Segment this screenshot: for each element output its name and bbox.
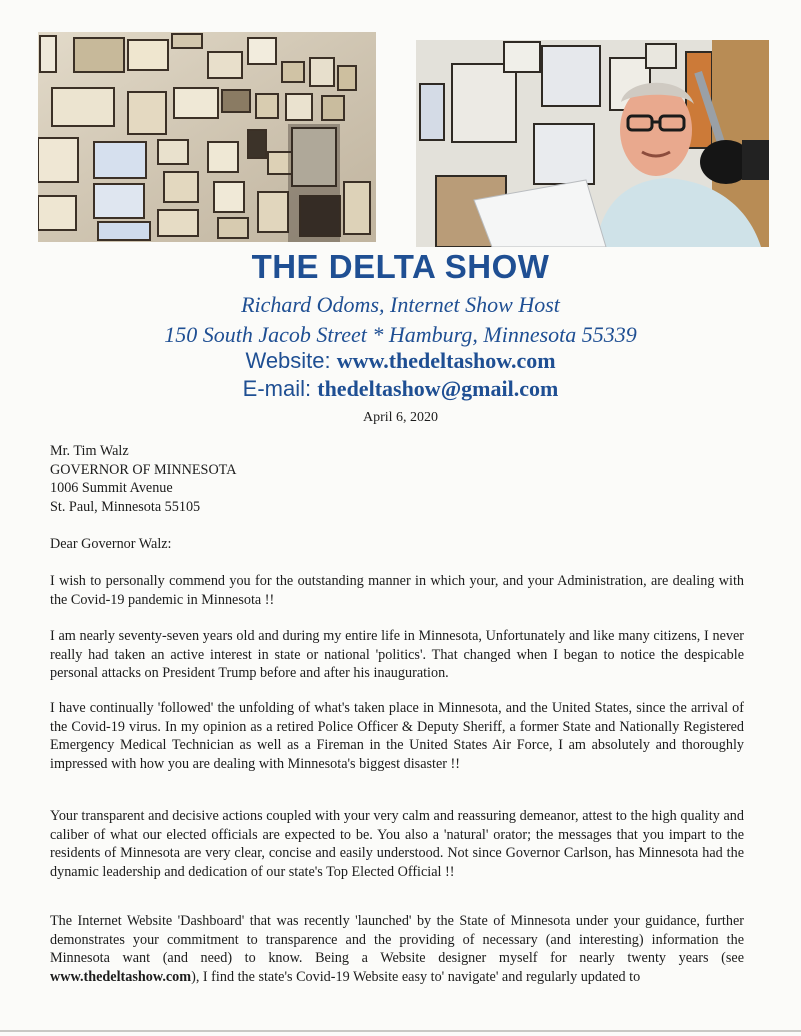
website-link[interactable]: www.thedeltashow.com bbox=[336, 348, 556, 373]
recipient-name: Mr. Tim Walz bbox=[50, 443, 129, 459]
paragraph-5-text-end: ), I find the state's Covid-19 Website easy to' navigate' and regularly updated to bbox=[191, 968, 641, 985]
body-paragraph-2: I am nearly seventy-seven years old and during my entire life in Minnesota, Unfortunately and like many citizens, I never really had taken an active interest in state or national 'politics'. That changed when I began to notice the despicable personal attacks on President Trump before and after his inauguration. bbox=[50, 628, 744, 681]
recipient-address bbox=[50, 442, 744, 516]
paragraph-5-website-link[interactable]: www.thedeltashow.com bbox=[50, 968, 192, 985]
body-paragraph-4: Your transparent and decisive actions coupled with your very calm and reassuring demeanor, attest to the high quality and caliber of what our elected officials are expected to be. You also a 'natural' orator; the messages that you impart to the residents of Minnesota are very clear, concise and easily understood. Not since Governor Carlson, has Minnesota had the dynamic leadership and dedication of our state's Top Elected Official !! bbox=[50, 808, 744, 880]
recipient-city: St. Paul, Minnesota 55105 bbox=[50, 498, 201, 515]
certificates-wall-photo bbox=[38, 32, 376, 242]
salutation: Dear Governor Walz: bbox=[50, 536, 172, 552]
email-link[interactable]: thedeltashow@gmail.com bbox=[317, 376, 559, 401]
page-bottom-edge bbox=[0, 1030, 801, 1032]
body-paragraph-5 bbox=[50, 912, 744, 986]
show-title: THE DELTA SHOW bbox=[251, 248, 550, 285]
letter-date: April 6, 2020 bbox=[362, 410, 439, 425]
recipient-street: 1006 Summit Avenue bbox=[50, 480, 173, 497]
email-label: E-mail: bbox=[242, 376, 312, 401]
body-paragraph-1: I wish to personally commend you for the outstanding manner in which your, and your Administration, are dealing with the Covid-19 pandemic in Minnesota !! bbox=[50, 573, 744, 608]
website-label: Website: bbox=[245, 348, 331, 373]
host-line: Richard Odoms, Internet Show Host bbox=[241, 292, 560, 317]
recipient-title: GOVERNOR OF MINNESOTA bbox=[50, 461, 237, 478]
email-line bbox=[0, 376, 801, 402]
paragraph-5-text-start: The Internet Website 'Dashboard' that was recently 'launched' by the State of Minnesota under your guidance, further demonstrates your commitment to transparence and the providing of necessary (and interesting) information the Minnesota want (and need) to know. Being a Website designer myself for nearly twenty years (see bbox=[50, 913, 744, 966]
address-line: 150 South Jacob Street * Hamburg, Minnesota 55339 bbox=[164, 322, 637, 347]
body-paragraph-3: I have continually 'followed' the unfolding of what's taken place in Minnesota, and the United States, since the arrival of the Covid-19 virus. In my opinion as a retired Police Officer & Deputy Sheriff, a former State and Nationally Registered Emergency Medical Technician as well as a Fireman in the United States Air Force, I am absolutely and thoroughly impressed with how you are dealing with Minnesota's biggest disaster !! bbox=[50, 700, 744, 772]
show-host-photo bbox=[416, 40, 769, 247]
website-line bbox=[0, 348, 801, 374]
